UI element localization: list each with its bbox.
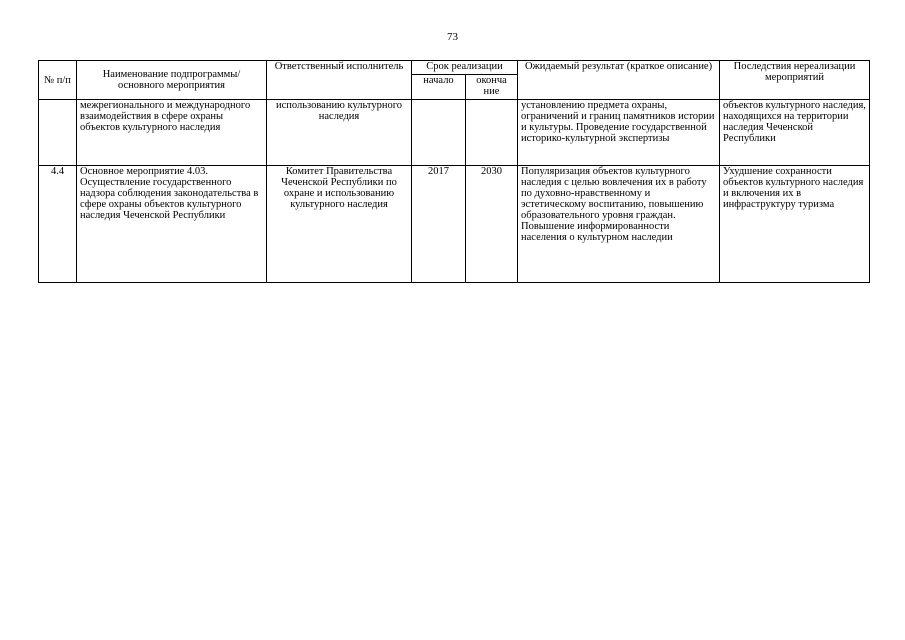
header-period-start: начало	[412, 75, 466, 100]
cell-name: Основное мероприятие 4.03. Осуществление государственного надзора соблюдения законодательства в сфере охраны объектов культурного наследия Чеченской Республики	[77, 166, 267, 283]
cell-end: 2030	[466, 166, 518, 283]
cell-result: Популяризация объектов культурного наследия с целью вовлечения их в работу по духовно-нравственному и эстетическому воспитанию, повышению образовательного уровня граждан. Повышение информированности населения о культурном наследии	[518, 166, 720, 283]
cell-executor: использованию культурного наследия	[267, 100, 412, 166]
header-result: Ожидаемый результат (краткое описание)	[518, 61, 720, 100]
cell-start	[412, 100, 466, 166]
header-consequences: Последствия нереализации мероприятий	[720, 61, 870, 100]
cell-name: межрегионального и международного взаимодействия в сфере охраны объектов культурного наследия	[77, 100, 267, 166]
header-executor: Ответственный исполнитель	[267, 61, 412, 100]
header-num: № п/п	[39, 61, 77, 100]
table-row	[39, 166, 870, 283]
header-period: Срок реализации	[412, 61, 518, 75]
cell-num: 4.4	[39, 166, 77, 283]
table-row	[39, 100, 870, 166]
header-name: Наименование подпрограммы/ основного мероприятия	[77, 61, 267, 100]
cell-end	[466, 100, 518, 166]
cell-consequences: объектов культурного наследия, находящихся на территории наследия Чеченской Республики	[720, 100, 870, 166]
cell-result-text: установлению предмета охраны, ограничений и границ памятников истории и культуры. Проведение государственной историко-культурной экспертизы	[521, 100, 715, 144]
cell-result	[518, 100, 720, 166]
header-period-end: оконча ние	[466, 75, 518, 100]
cell-num	[39, 100, 77, 166]
cell-executor: Комитет Правительства Чеченской Республики по охране и использованию культурного наследия	[267, 166, 412, 283]
cell-consequences: Ухудшение сохранности объектов культурного наследия и включения их в инфраструктуру туризма	[720, 166, 870, 283]
measures-table	[38, 60, 870, 283]
page-number: 73	[447, 31, 458, 43]
cell-start: 2017	[412, 166, 466, 283]
